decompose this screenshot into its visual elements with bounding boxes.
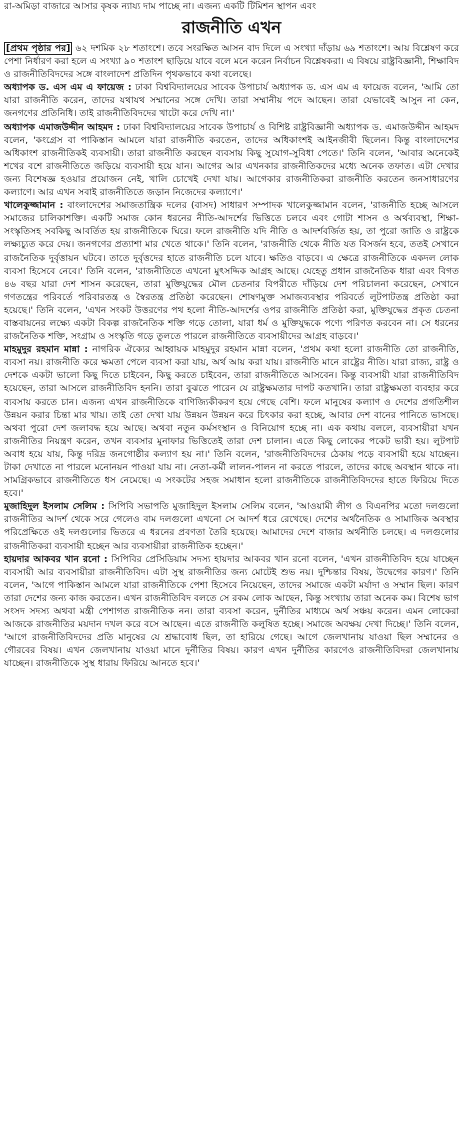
- paragraph-lead: [প্রথম পৃষ্ঠার পর]: [6, 43, 71, 54]
- paragraph-manna: [4, 343, 459, 500]
- paragraph-selim: [4, 500, 459, 552]
- paragraph-text: ঢাকা বিশ্ববিদ্যালয়ের সাবেক উপাচার্য ও বিশিষ্ট রাষ্ট্রবিজ্ঞানী অধ্যাপক ড. এমাজউদ্দীন আহমদ বলেন, 'কংগ্রেস বা পাকিস্তান আমলে যারা রাজনীতি করতেন, তাদের অধিকাংশই আইনজীবী ছিলেন। কিন্তু বাংলাদেশের অধিকাংশ রাজনীতিকই ব্যবসায়ী। তারা রাজনীতি করছেন ব্যবসায় কিছু সুযোগ-সুবিধা পেতে।' তিনি বলেন, 'আবার অনেকেই শখের বশে রাজনীতিতে জড়িয়ে ব্যবসায়ী হয়ে যান। আগের আর এখনকার রাজনীতিকদের মধ্যে অনেক তফাত। এটা দেখার জন্য বিশেষজ্ঞ হওয়ার প্রয়োজন নেই, খালি চোখেই দেখা যায়। আগেকার রাজনীতিকরা রাজনীতি করতেন জনসাধারণের কল্যাণে। আর এখন সবাই রাজনীতিতে জড়ান নিজেদের কল্যাণে।': [4, 121, 459, 199]
- paragraph-text: ঢাকা বিশ্ববিদ্যালয়ের সাবেক উপাচার্য অধ্যাপক ড. এস এম এ ফায়েজ বলেন, 'আমি তো যারা রাজনীতি করেন, তাদের যথাযথ সম্মানের সঙ্গে দেখি। তারা সম্মানীয় পদে আছেন। তারা যেভাবেই আসুন না কেন, জনগণের প্রতিনিধি। তাই রাজনীতিবিদদের খাটো করে দেখি না।': [4, 82, 459, 120]
- paragraph-text: বাংলাদেশের সমাজতান্ত্রিক দলের (বাসদ) সাধারণ সম্পাদক খালেকুজ্জামান বলেন, 'রাজনীতি হচ্ছে আসলে সমাজের চালিকাশক্তি। একটি সমাজ কোন ধরনের নীতি-আদর্শের ভিত্তিতে চলবে এবং গোটা শাসন ও অর্থব্যবস্থা, শিক্ষা-সংস্কৃতিসহ সবকিছু আবর্তিত হয় রাজনীতিকে ঘিরে। ফলে রাজনীতি যদি নীতি ও আদর্শবর্জিত হয়, তা পুরো জাতি ও রাষ্ট্রকে লক্ষ্যচ্যুত করে দেয়। জনগণের প্রত্যাশা মার খেতে থাকে।' তিনি বলেন, 'রাজনীতি থেকে নীতি যত বিসর্জন হবে, ততই সেখানে রাজনৈতিক দুর্বৃত্তায়ন ঘটবে। তাতে দুর্বৃত্তদের হাতে রাজনীতি চলে যাবে। ক্ষতিও বাড়বে। এ ক্ষেত্রে রাজনীতিকে একদল লোক ব্যবসা হিসেবে নেবে।' তিনি বলেন, 'রাজনীতিতে এখনো মুৎসদ্দিক আগ্রহ আছে। যেহেতু প্রধান রাজনৈতিক ধারা এবং বিগত ৪৬ বছর যারা দেশ শাসন করেছেন, তারা মুক্তিযুদ্ধের মৌল চেতনার বিপরীতে দাঁড়িয়ে দেশ পরিচালনা করেছেন, সেখানে গণতন্ত্রের পরিবর্তে পরিবারতন্ত্র ও স্বৈরতন্ত্র প্রতিষ্ঠা করেছেন। শোষণমুক্ত সমাজব্যবস্থার পরিবর্তে লুটপাটতন্ত্র প্রতিষ্ঠা করা হয়েছে।' তিনি বলেন, 'এখন সংকট উত্তরণের পথ হলো নীতি-আদর্শের ওপর রাজনীতি প্রতিষ্ঠা করা, মুক্তিযুদ্ধের প্রকৃত চেতনা বাস্তবায়নের লক্ষ্যে একটা বিকল্প রাজনৈতিক শক্তি গড়ে তোলা, যারা ধর্ম ও মুক্তিযুদ্ধকে পণ্যে পরিণত করবেন না। সে ধরনের রাজনৈতিক শক্তি, সংগ্রাম ও সংস্কৃতি গড়ে তুলতে পারলে রাজনীতিতে ব্যবসায়ীদের আগ্রহ বাড়বে।': [4, 200, 460, 343]
- paragraph-lead: অধ্যাপক এমাজউদ্দীন আহমদ :: [4, 121, 121, 133]
- previous-article-tail: রা-অমিড়া বাজারে আসার কৃষক ন্যায্য দাম পাচ্ছে না। এজন্য একটি টিমিশন স্থাপন এবং: [4, 1, 317, 12]
- paragraph-text: সিপিবির প্রেসিডিয়াম সদস্য হায়দার আকবর খান রনো বলেন, 'এখন রাজনীতিবিদ হয়ে যাচ্ছেন ব্যবসায়ী আর ব্যবসায়ীরা রাজনীতিবিদ। এটা সুস্থ রাজনীতির জন্য মোটেই শুভ নয়। দুশ্চিন্তার বিষয়, উদ্বেগের কারণ।' তিনি বলেন, 'আগে পাকিস্তান আমলে যারা রাজনীতিকে পেশা হিসেবে নিয়েছেন, তাদের সমাজে একটা মর্যাদা ও সম্মান ছিল। কারণ তারা দেশের জন্য কাজ করতেন। এখন রাজনীতিবিদ বলতে সে রকম লোক আছেন, কিন্তু সংখ্যায় তারা অনেক কম। বিশেষ ভাগ সংসদ সদস্য অথবা মন্ত্রী পেশাগত রাজনীতিক নন। তারা ব্যবসা করেন, দুর্নীতির মাধ্যমে অর্থ সঞ্চয় করেন। এমন লোকেরা আজকে রাজনীতির ময়দান দখল করে বসে আছেন। এতে রাজনীতি কলুষিত হচ্ছে। সমাজে অবক্ষয় দেখা দিচ্ছে।' তিনি বলেন, 'আগে রাজনীতিবিদদের প্রতি মানুষের যে শ্রদ্ধাবোধ ছিল, তা হারিয়ে গেছে। আগে জেলখানায় যাওয়া ছিল সম্মানের ও গৌরবের বিষয়। এখন জেলখানায় যাওয়া মানে দুর্নীতির বিষয়। কারণ এখন দুর্নীতির কারণেও রাজনীতিবিদরা জেলখানায় যাচ্ছেন। রাজনীতিকে সুস্থ ধারায় ফিরিয়ে আনতে হবে।': [4, 553, 459, 670]
- paragraph-lead: মাহমুদুর রহমান মান্না :: [4, 344, 88, 356]
- paragraph-emajuddin: [4, 121, 459, 200]
- paragraph-lead: অধ্যাপক ড. এস এম এ ফায়েজ :: [4, 82, 132, 94]
- paragraph-text: ৬২ দশমিক ২৮ শতাংশে। তবে সংরক্ষিত আসন বাদ দিলে এ সংখ্যা দাঁড়ায় ৬৯ শতাংশে। আয় বিশ্লেষণ করে পেশা নির্ধারণ করা হলে এ সংখ্যা ৯০ শতাংশ ছাড়িয়ে যাবে বলে মনে করেন নির্বাচন বিশ্লেষকরা। এ বিষয়ে রাষ্ট্রবিজ্ঞানী, শিক্ষাবিদ ও রাজনীতিবিদদের সঙ্গে বাংলাদেশ প্রতিদিন পৃথকভাবে কথা বলেছে।: [4, 43, 459, 81]
- paragraph-lead: মুজাহিদুল ইসলাম সেলিম :: [4, 501, 105, 513]
- paragraph-rono: [4, 553, 459, 671]
- paragraph-text: সিপিবি সভাপতি মুজাহিদুল ইসলাম সেলিম বলেন, 'আওয়ামী লীগ ও বিএনপির মতো দলগুলো রাজনীতির আদর্শ থেকে সরে গেলেও বাম দলগুলো এখনো সে আদর্শ ধরে রেখেছে। দেশের অর্থনৈতিক ও সামাজিক অবস্থার পরিপ্রেক্ষিতে ওই দলগুলোর ভিতরে এ ধরনের প্রবণতা তৈরি হয়েছে। আমাদের দেশে বাজার অর্থনীতি চলছে। এ দলগুলোর রাজনীতিকরা ব্যবসায়ী হচ্ছেন আর ব্যবসায়ীরা রাজনীতিক হচ্ছেন।': [4, 501, 459, 552]
- paragraph-text: নাগরিক ঐক্যের আহ্বায়ক মাহমুদুর রহমান মান্না বলেন, 'প্রথম কথা হলো রাজনীতি তো রাজনীতি, ব্যবসা নয়। রাজনীতি করে ক্ষমতা পেলে ব্যবসা করা যায়, অর্থ আয় করা যায়। রাজনীতি মানে রাষ্ট্রের নীতি। যারা রাজ্য, রাষ্ট্র ও দেশকে একটা ভালো কিছু দিতে চাইবেন, কিছু করতে চাইবেন, তারা রাজনীতিতে আসবেন। কিন্তু ব্যবসায়ী যারা রাজনীতিবিদ হয়েছেন, তারা আসলে রাজনীতিবিদ হননি। তারা বুঝতে পারেন যে রাষ্ট্রক্ষমতার দাপট কতখানি। তারা রাষ্ট্রক্ষমতা ব্যবহার করে ব্যবসায় করতে চান। এজন্য এখন রাজনীতিকে বাণিজ্যিকীকরণ হয়ে গেছে বেশি। ফলে মানুষের কল্যাণ ও দেশের প্রগতিশীল উন্নয়ন করার চিন্তা মার খায়। তাই তো দেখা যায় উন্নয়ন উন্নয়ন করে চিৎকার করা হচ্ছে, আবার দেশ বানের পানিতে ভাসছে। অথবা পুরো দেশ জলাবদ্ধ হয়ে আছে। অথবা নতুন কর্মসংস্থান ও বিনিয়োগ হচ্ছে না। এক কথায় বললে, ব্যবসায়ীরা যখন রাজনীতির নিয়ন্ত্রণ করেন, তখন ব্যবসার মুনাফার ভিত্তিতেই তারা দেশ চালান। এতে কিছু লোকের পকেট ভারী হয়। লুটপাট অবাধ হয়ে যায়, কিন্তু দরিদ্র জনগোষ্ঠীর কল্যাণ হয় না।' তিনি বলেন, 'রাজনীতিবিদদের ঠেকায় পড়ে ব্যবসায়ী হয়ে যাচ্ছেন। টাকা দেখাতে না পারলে মনোনয়ন পাওয়া যায় না। নেতা-কর্মী লালন-পালন না করতে পারলে, তাদের কাছে অবস্থান থাকে না। সামগ্রিকভাবে রাজনীতিতে ধস নেমেছে। এ সংকটের সহজ সমাধান হলো রাজনীতিকে রাজনীতিবিদদের হাতে ফিরিয়ে দিতে হবে।': [4, 344, 459, 500]
- paragraph-lead: হায়দার আকবর খান রনো :: [4, 553, 108, 565]
- article-headline: রাজনীতি এখন: [181, 18, 282, 37]
- paragraph-faez: [4, 81, 459, 120]
- paragraph-intro: [4, 42, 459, 81]
- paragraph-lead: খালেকুজ্জামান :: [4, 200, 64, 212]
- paragraph-khalekuzzaman: [4, 199, 459, 343]
